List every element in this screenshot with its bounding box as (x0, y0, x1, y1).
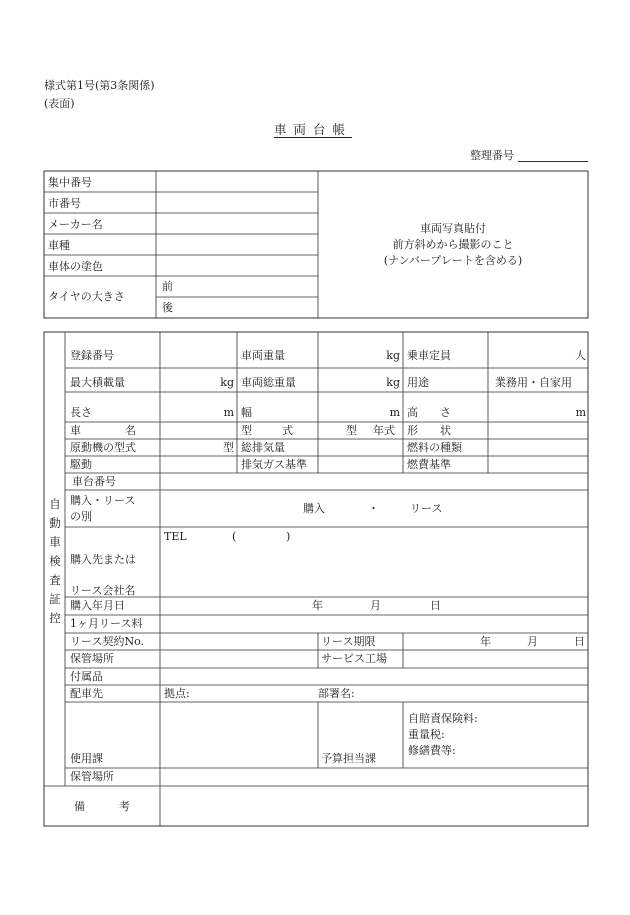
label-kounyu-date: 購入年月日 (70, 599, 125, 612)
label-fuzoku: 付属品 (70, 670, 103, 683)
unit-nin: 人 (575, 349, 586, 362)
photo-line-3: (ナンバープレートを含める) (383, 254, 523, 267)
label-shuchu: 集中番号 (48, 176, 92, 189)
tel-paren-open: ( (232, 530, 237, 543)
label-kounyu-betsu-2: の別 (70, 510, 92, 523)
label-shamei: 車名 (70, 424, 180, 437)
unit-day-1: 日 (430, 599, 441, 612)
unit-kg-1: kg (386, 349, 400, 362)
label-nagasa: 長さ (70, 406, 92, 419)
label-bikou: 備考 (74, 800, 164, 813)
label-haiki: 総排気量 (241, 441, 285, 454)
photo-line-1: 車両写真貼付 (420, 222, 486, 235)
label-busho: 部署名: (318, 687, 355, 700)
label-nenpi: 燃費基準 (407, 458, 451, 471)
label-shiyouka: 使用課 (70, 752, 103, 765)
unit-year-1: 年 (312, 599, 323, 612)
label-tire: タイヤの大きさ (48, 290, 125, 303)
photo-area[interactable] (318, 221, 588, 269)
label-haiki-gas: 排気ガス基準 (241, 458, 307, 471)
seiri-label: 整理番号 (470, 149, 514, 162)
unit-month-2: 月 (527, 635, 538, 648)
photo-line-2: 前方斜めから撮影のこと (392, 238, 514, 251)
unit-kg-3: kg (386, 376, 400, 389)
label-nenshiki: 年式 (373, 424, 395, 437)
label-kudou: 駆動 (70, 458, 92, 471)
label-takasa: 高さ (407, 406, 473, 419)
label-saidai: 最大積載量 (70, 376, 125, 389)
unit-month-1: 月 (370, 599, 381, 612)
label-hokan-2: 保管場所 (70, 770, 114, 783)
label-lease-fee: 1ヶ月リース料 (70, 617, 143, 630)
unit-m-2: m (389, 406, 400, 419)
option-dot: ・ (368, 502, 379, 515)
label-jibaiseki: 自賠責保険料: (408, 712, 478, 725)
label-hokan: 保管場所 (70, 652, 114, 665)
page-title: 車両台帳 (274, 122, 353, 137)
label-tel: TEL (164, 530, 187, 543)
label-shashu: 車種 (48, 239, 70, 252)
unit-m-3: m (575, 406, 586, 419)
unit-kata-1: 型 (346, 424, 357, 437)
label-haisha: 配車先 (70, 687, 103, 700)
label-touroku: 登録番号 (70, 349, 114, 362)
unit-kg-2: kg (220, 376, 234, 389)
label-jousha: 乗車定員 (407, 349, 451, 362)
unit-day-2: 日 (574, 635, 585, 648)
label-katashiki: 型式 (241, 424, 323, 437)
label-sharyo-juryo: 車両重量 (241, 349, 285, 362)
unit-year-2: 年 (480, 635, 491, 648)
form-number: 様式第1号(第3条関係) (44, 79, 155, 92)
unit-m-1: m (223, 406, 234, 419)
label-nenryo: 燃料の種類 (407, 441, 462, 454)
option-lease[interactable]: リース (410, 502, 443, 515)
option-kounyu[interactable]: 購入 (303, 502, 325, 515)
label-shadai: 車台番号 (72, 475, 116, 488)
label-service: サービス工場 (321, 652, 387, 665)
label-kounyusaki-1: 購入先または (70, 553, 136, 566)
label-shuzen: 修繕費等: (408, 744, 456, 757)
label-kounyusaki-2: リース会社名 (70, 584, 136, 597)
label-yosan: 予算担当課 (321, 752, 376, 765)
label-youto: 用途 (407, 376, 429, 389)
seiri-field[interactable] (518, 161, 588, 162)
label-gendouki: 原動機の型式 (70, 441, 136, 454)
label-keijou: 形状 (407, 424, 473, 437)
side-label-shaken: 自動車検査証控 (49, 497, 61, 625)
label-kyoten: 拠点: (164, 687, 190, 700)
label-lease-kigen: リース期限 (321, 635, 376, 648)
form-side: (表面) (44, 97, 75, 110)
unit-kata-2: 型 (223, 441, 234, 454)
main-table-border (44, 332, 588, 826)
label-sou-juryo: 車両総重量 (241, 376, 296, 389)
label-haba: 幅 (241, 406, 252, 419)
label-lease-no: リース契約No. (70, 635, 145, 648)
label-shi: 市番号 (48, 197, 81, 210)
label-kounyu-betsu-1: 購入・リース (70, 494, 136, 507)
label-maker: メーカー名 (48, 218, 103, 231)
label-tire-front: 前 (162, 280, 173, 293)
tel-paren-close: ) (286, 530, 291, 543)
label-tire-rear: 後 (162, 301, 173, 314)
label-juryozei: 重量税: (408, 728, 445, 741)
label-tosou: 車体の塗色 (48, 260, 103, 273)
value-youto: 業務用・自家用 (495, 376, 572, 389)
